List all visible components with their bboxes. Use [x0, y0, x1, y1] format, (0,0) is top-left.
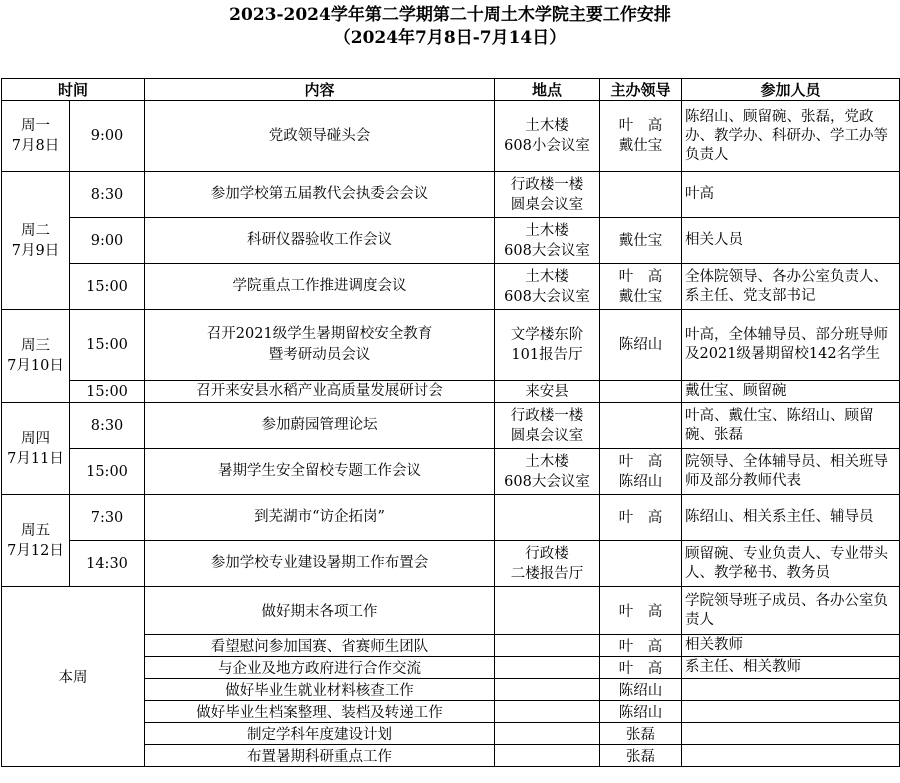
content-cell — [145, 745, 495, 767]
table-row — [2, 101, 900, 172]
time-text: 15:00 — [86, 463, 128, 480]
day-cell — [2, 101, 70, 172]
place-cell — [495, 495, 600, 541]
week-label-cell: 本周 — [2, 587, 145, 767]
table-row — [2, 218, 900, 264]
host-cell — [600, 541, 682, 587]
attendees-text: 系主任、相关教师 — [685, 659, 802, 675]
place-cell — [495, 679, 600, 701]
content-cell — [145, 701, 495, 723]
attendees-cell — [682, 449, 900, 495]
time-cell — [70, 310, 145, 381]
header-host: 主办领导 — [600, 79, 682, 101]
attendees-cell — [682, 381, 900, 403]
day-cell — [2, 495, 70, 587]
content-cell — [145, 449, 495, 495]
attendees-text: 戴仕宝、顾留碗 — [685, 383, 787, 399]
header-row — [2, 79, 900, 101]
content-text: 科研仪器验收工作会议 — [247, 232, 393, 248]
content-text: 参加学校专业建设暑期工作布置会 — [210, 555, 429, 571]
content-text: 召开2021级学生暑期留校安全教育 — [206, 326, 433, 342]
time-cell — [70, 218, 145, 264]
content-text: 到芜湖市“访企拓岗” — [254, 509, 385, 525]
attendees-cell — [682, 172, 900, 218]
attendees-text: 陈绍山、相关系主任、辅导员 — [685, 509, 874, 525]
place-cell — [495, 381, 600, 403]
day-date: 7月12日 — [7, 542, 64, 559]
header-time: 时间 — [2, 79, 145, 101]
content-cell — [145, 403, 495, 449]
attendees-cell — [682, 541, 900, 587]
place-cell — [495, 264, 600, 310]
place-text: 来安县 — [525, 383, 569, 400]
attendees-text: 叶高、戴仕宝、陈绍山、顾留碗、张磊 — [685, 407, 874, 443]
content-text: 与企业及地方政府进行合作交流 — [218, 661, 422, 677]
day-weekday: 周二 — [21, 222, 50, 239]
attendees-text: 叶高 — [685, 186, 715, 202]
place-cell — [495, 403, 600, 449]
content-cell — [145, 101, 495, 172]
time-cell — [70, 101, 145, 172]
place-cell — [495, 701, 600, 723]
content-cell — [145, 218, 495, 264]
attendees-cell — [682, 723, 900, 745]
place-cell — [495, 449, 600, 495]
table-row — [2, 310, 900, 381]
attendees-text: 叶高，全体辅导员、部分班导师及2021级暑期留校142名学生 — [685, 327, 889, 362]
place-text: 608大会议室 — [504, 473, 590, 490]
host-cell — [600, 381, 682, 403]
content-text: 参加学校第五届教代会执委会会议 — [210, 186, 429, 202]
host-text: 张磊 — [626, 749, 656, 765]
table-row — [2, 172, 900, 218]
time-cell — [70, 264, 145, 310]
host-text: 陈绍山 — [618, 337, 663, 353]
table-row — [2, 381, 900, 403]
table-row — [2, 403, 900, 449]
place-text: 圆桌会议室 — [510, 427, 584, 444]
host-cell — [600, 172, 682, 218]
table-row — [2, 587, 900, 635]
time-cell — [70, 403, 145, 449]
content-cell — [145, 264, 495, 310]
content-cell — [145, 172, 495, 218]
host-text: 叶 高 — [618, 509, 663, 526]
time-text: 9:00 — [90, 232, 124, 249]
content-cell — [145, 541, 495, 587]
content-text: 参加蔚园管理论坛 — [261, 417, 378, 433]
place-text: 土木楼 — [525, 453, 569, 470]
time-text: 9:00 — [90, 128, 124, 144]
attendees-cell — [682, 657, 900, 679]
place-cell — [495, 218, 600, 264]
day-weekday: 周一 — [21, 118, 50, 134]
content-text: 做好毕业生就业材料核查工作 — [225, 683, 414, 699]
place-text: 文学楼东阶 — [510, 327, 584, 343]
day-cell — [2, 310, 70, 403]
header-attendees: 参加人员 — [682, 79, 900, 101]
host-text: 戴仕宝 — [618, 288, 663, 305]
attendees-text: 相关教师 — [685, 637, 744, 653]
content-cell — [145, 723, 495, 745]
day-date: 7月11日 — [7, 450, 64, 467]
attendees-text: 院领导、全体辅导员、相关班导师及部分教师代表 — [685, 453, 889, 489]
host-text: 叶 高 — [618, 118, 663, 134]
host-cell — [600, 745, 682, 767]
host-text: 戴仕宝 — [618, 138, 663, 154]
day-date: 7月8日 — [11, 138, 60, 154]
time-text: 8:30 — [90, 186, 124, 203]
schedule-table — [1, 78, 900, 767]
time-cell — [70, 541, 145, 587]
time-cell — [70, 172, 145, 218]
attendees-cell — [682, 264, 900, 310]
day-cell — [2, 403, 70, 495]
content-text: 党政领导碰头会 — [268, 127, 371, 144]
day-weekday: 周四 — [21, 430, 50, 447]
page-title: 2023-2024学年第二学期第二十周土木学院主要工作安排 — [229, 5, 671, 25]
time-text: 14:30 — [86, 555, 128, 572]
content-cell — [145, 635, 495, 657]
attendees-cell — [682, 403, 900, 449]
day-date: 7月9日 — [11, 242, 60, 259]
host-text: 张磊 — [626, 727, 656, 743]
host-cell — [600, 587, 682, 635]
content-cell — [145, 381, 495, 403]
host-text: 戴仕宝 — [618, 232, 663, 249]
day-weekday: 周五 — [21, 522, 50, 539]
content-text: 学院重点工作推进调度会议 — [232, 278, 407, 294]
content-text: 做好期末各项工作 — [261, 604, 378, 620]
host-cell — [600, 403, 682, 449]
time-cell — [70, 449, 145, 495]
place-cell — [495, 657, 600, 679]
day-date: 7月10日 — [7, 358, 64, 374]
place-cell — [495, 541, 600, 587]
place-text: 608小会议室 — [504, 138, 590, 154]
place-text: 608大会议室 — [504, 242, 590, 259]
place-text: 土木楼 — [525, 222, 569, 239]
place-cell — [495, 310, 600, 381]
table-row — [2, 264, 900, 310]
attendees-text: 顾留碗、专业负责人、专业带头人、教学秘书、教务员 — [685, 545, 889, 581]
attendees-cell — [682, 701, 900, 723]
content-cell — [145, 310, 495, 381]
content-text: 召开来安县水稻产业高质量发展研讨会 — [196, 383, 443, 399]
content-text: 看望慰问参加国赛、省赛师生团队 — [210, 639, 429, 655]
host-text: 叶 高 — [618, 639, 663, 655]
place-text: 101报告厅 — [511, 347, 583, 363]
host-text: 陈绍山 — [618, 683, 663, 699]
place-text: 行政楼 — [525, 545, 569, 562]
host-cell — [600, 495, 682, 541]
attendees-text: 全体院领导、各办公室负责人、系主任、党支部书记 — [685, 268, 889, 304]
host-cell — [600, 723, 682, 745]
table-row — [2, 449, 900, 495]
content-text: 暨考研动员会议 — [268, 347, 371, 363]
day-weekday: 周三 — [21, 338, 50, 354]
host-cell — [600, 449, 682, 495]
time-text: 15:00 — [86, 337, 128, 353]
place-text: 二楼报告厅 — [510, 565, 584, 582]
time-text: 15:00 — [86, 278, 128, 295]
table-row — [2, 541, 900, 587]
place-text: 行政楼一楼 — [510, 176, 584, 193]
attendees-cell — [682, 679, 900, 701]
header-content: 内容 — [145, 79, 495, 101]
host-text: 陈绍山 — [618, 473, 663, 490]
content-text: 做好毕业生档案整理、装档及转递工作 — [196, 705, 443, 721]
time-cell — [70, 381, 145, 403]
time-cell — [70, 495, 145, 541]
attendees-text: 学院领导班子成员、各办公室负责人 — [685, 592, 889, 628]
place-cell — [495, 101, 600, 172]
host-cell — [600, 218, 682, 264]
place-text: 土木楼 — [525, 118, 569, 134]
host-text: 叶 高 — [618, 268, 663, 285]
host-cell — [600, 310, 682, 381]
time-text: 8:30 — [90, 417, 124, 434]
attendees-text: 陈绍山、顾留碗、张磊，党政办、教学办、科研办、学工办等负责人 — [685, 108, 889, 163]
place-text: 行政楼一楼 — [510, 407, 584, 424]
host-cell — [600, 635, 682, 657]
content-text: 布置暑期科研重点工作 — [247, 749, 393, 765]
day-cell — [2, 172, 70, 310]
attendees-cell — [682, 587, 900, 635]
place-text: 圆桌会议室 — [510, 196, 584, 213]
content-cell — [145, 657, 495, 679]
place-text: 608大会议室 — [504, 288, 590, 305]
attendees-text: 相关人员 — [685, 232, 744, 248]
content-cell — [145, 679, 495, 701]
place-cell — [495, 587, 600, 635]
host-cell — [600, 679, 682, 701]
host-text: 叶 高 — [618, 661, 663, 677]
place-text: 土木楼 — [525, 268, 569, 285]
attendees-cell — [682, 745, 900, 767]
attendees-cell — [682, 495, 900, 541]
header-place: 地点 — [495, 79, 600, 101]
content-cell — [145, 495, 495, 541]
host-text: 叶 高 — [618, 604, 663, 620]
content-cell — [145, 587, 495, 635]
place-cell — [495, 172, 600, 218]
time-text: 7:30 — [90, 509, 124, 526]
time-text: 15:00 — [86, 383, 128, 400]
attendees-cell — [682, 101, 900, 172]
host-cell — [600, 264, 682, 310]
page-subtitle: （2024年7月8日-7月14日） — [333, 28, 567, 48]
host-cell — [600, 657, 682, 679]
host-text: 叶 高 — [618, 453, 663, 470]
place-cell — [495, 635, 600, 657]
place-cell — [495, 745, 600, 767]
attendees-cell — [682, 310, 900, 381]
host-cell — [600, 701, 682, 723]
content-text: 制定学科年度建设计划 — [247, 727, 393, 743]
attendees-cell — [682, 218, 900, 264]
content-text: 暑期学生安全留校专题工作会议 — [218, 463, 422, 479]
table-row — [2, 495, 900, 541]
attendees-cell — [682, 635, 900, 657]
host-text: 陈绍山 — [618, 705, 663, 721]
place-cell — [495, 723, 600, 745]
host-cell — [600, 101, 682, 172]
